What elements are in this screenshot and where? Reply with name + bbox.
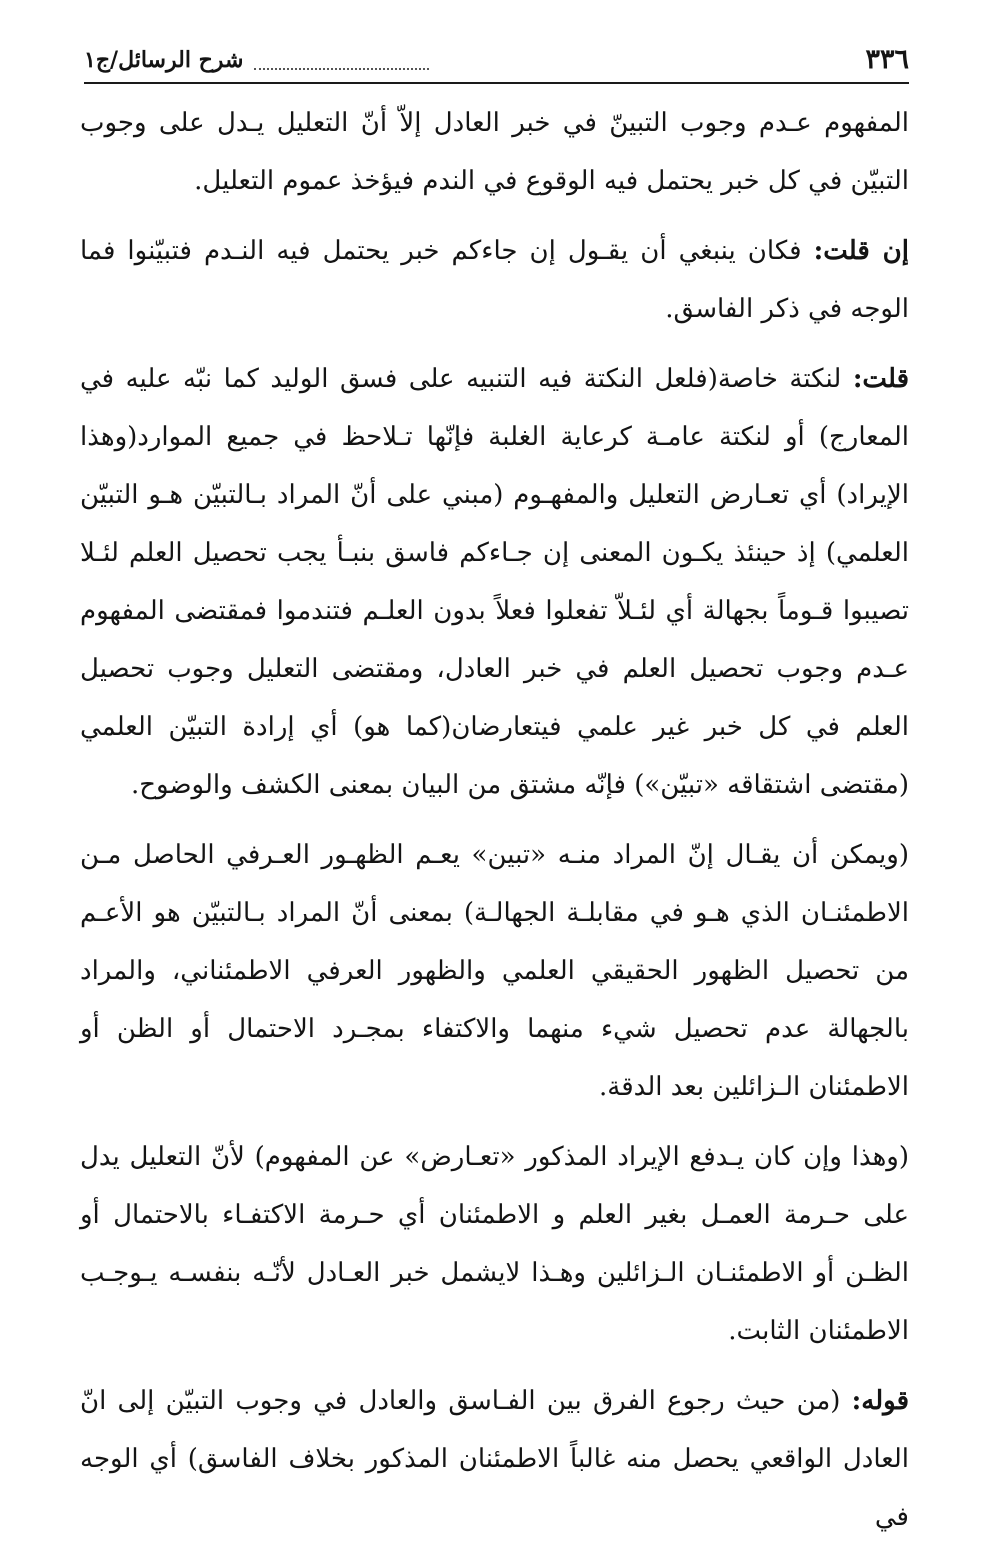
body-text [80,94,909,1558]
paragraph [80,826,909,1116]
paragraph [80,94,909,210]
paragraph [80,1128,909,1360]
paragraph-text: (من حيث رجوع الفرق بين الفـاسق والعادل في وجوب التبيّن إلى انّ العادل الواقعي يحصل منه غالباً الاطمئنان المذكور بخلاف الفاسق) أي الوجه في [80,1386,909,1532]
paragraph-text: لنكتة خاصة(فلعل النكتة فيه التنبيه على فسق الوليد كما نبّه عليه في المعارج) أو لنكتة عامـة كرعاية الغلبة فإنّها تـلاحظ في جميع الموارد(وهذا الإيراد) أي تعـارض التعليل والمفهـوم (مبني على أنّ المراد بـالتبيّن هـو التبيّن العلمي) إذ حينئذ يكـون المعنى إن جـاءكم فاسق بنبـأ يجب تحصيل العلم لئـلا تصيبوا قـوماً بجهالة أي لئـلاّ تفعلوا فعلاً بدون العلـم فتندموا فمقتضى المفهوم عـدم وجوب تحصيل العلم في خبر العادل، ومقتضى التعليل وجوب تحصيل العلم في كل خبر غير علمي فيتعارضان(كما هو) أي إرادة التبيّن العلمي (مقتضى اشتقاقه «تبيّن») فإنّه مشتق من البيان بمعنى الكشف والوضوح. [80,364,909,800]
dot-leader [254,68,429,70]
book-title: شرح الرسائل/ج١ [84,47,244,73]
paragraph [80,222,909,338]
paragraph-text: (وهذا وإن كان يـدفع الإيراد المذكور «تعـارض» عن المفهوم) لأنّ التعليل يدل على حـرمة العمـل بغير العلم و الاطمئنان أي حـرمة الاكتفـاء بالاحتمال أو الظـن أو الاطمئنـان الـزائلين وهـذا لايشمل خبر العـادل لأنّـه بنفسـه يـوجـب الاطمئنان الثابت. [80,1142,909,1346]
paragraph-text: المفهوم عـدم وجوب التبينّ في خبر العادل إلاّ أنّ التعليل يـدل على وجوب التبيّن في كل خبر يحتمل فيه الوقوع في الندم فيؤخذ عموم التعليل. [80,108,909,196]
running-header [84,42,909,84]
paragraph-text: فكان ينبغي أن يقـول إن جاءكم خبر يحتمل فيه النـدم فتبيّنوا فما الوجه في ذكر الفاسق. [80,236,909,324]
paragraph-lead: قلت: [852,364,909,394]
paragraph-lead: إن قلت: [813,236,909,266]
page-number: ٣٣٦ [865,44,909,75]
paragraph-lead: قوله: [851,1386,909,1416]
paragraph [80,350,909,814]
paragraph [80,1372,909,1546]
paragraph-text: (ويمكن أن يقـال إنّ المراد منـه «تبين» يعـم الظهـور العـرفي الحاصل مـن الاطمئنـان الذي هـو في مقابلـة الجهالـة) بمعنى أنّ المراد بـالتبيّن هو الأعـم من تحصيل الظهور الحقيقي العلمي والظهور العرفي الاطمئناني، والمراد بالجهالة عدم تحصيل شيء منهما والاكتفاء بمجـرد الاحتمال أو الظن أو الاطمئنان الـزائلين بعد الدقة. [80,840,909,1102]
